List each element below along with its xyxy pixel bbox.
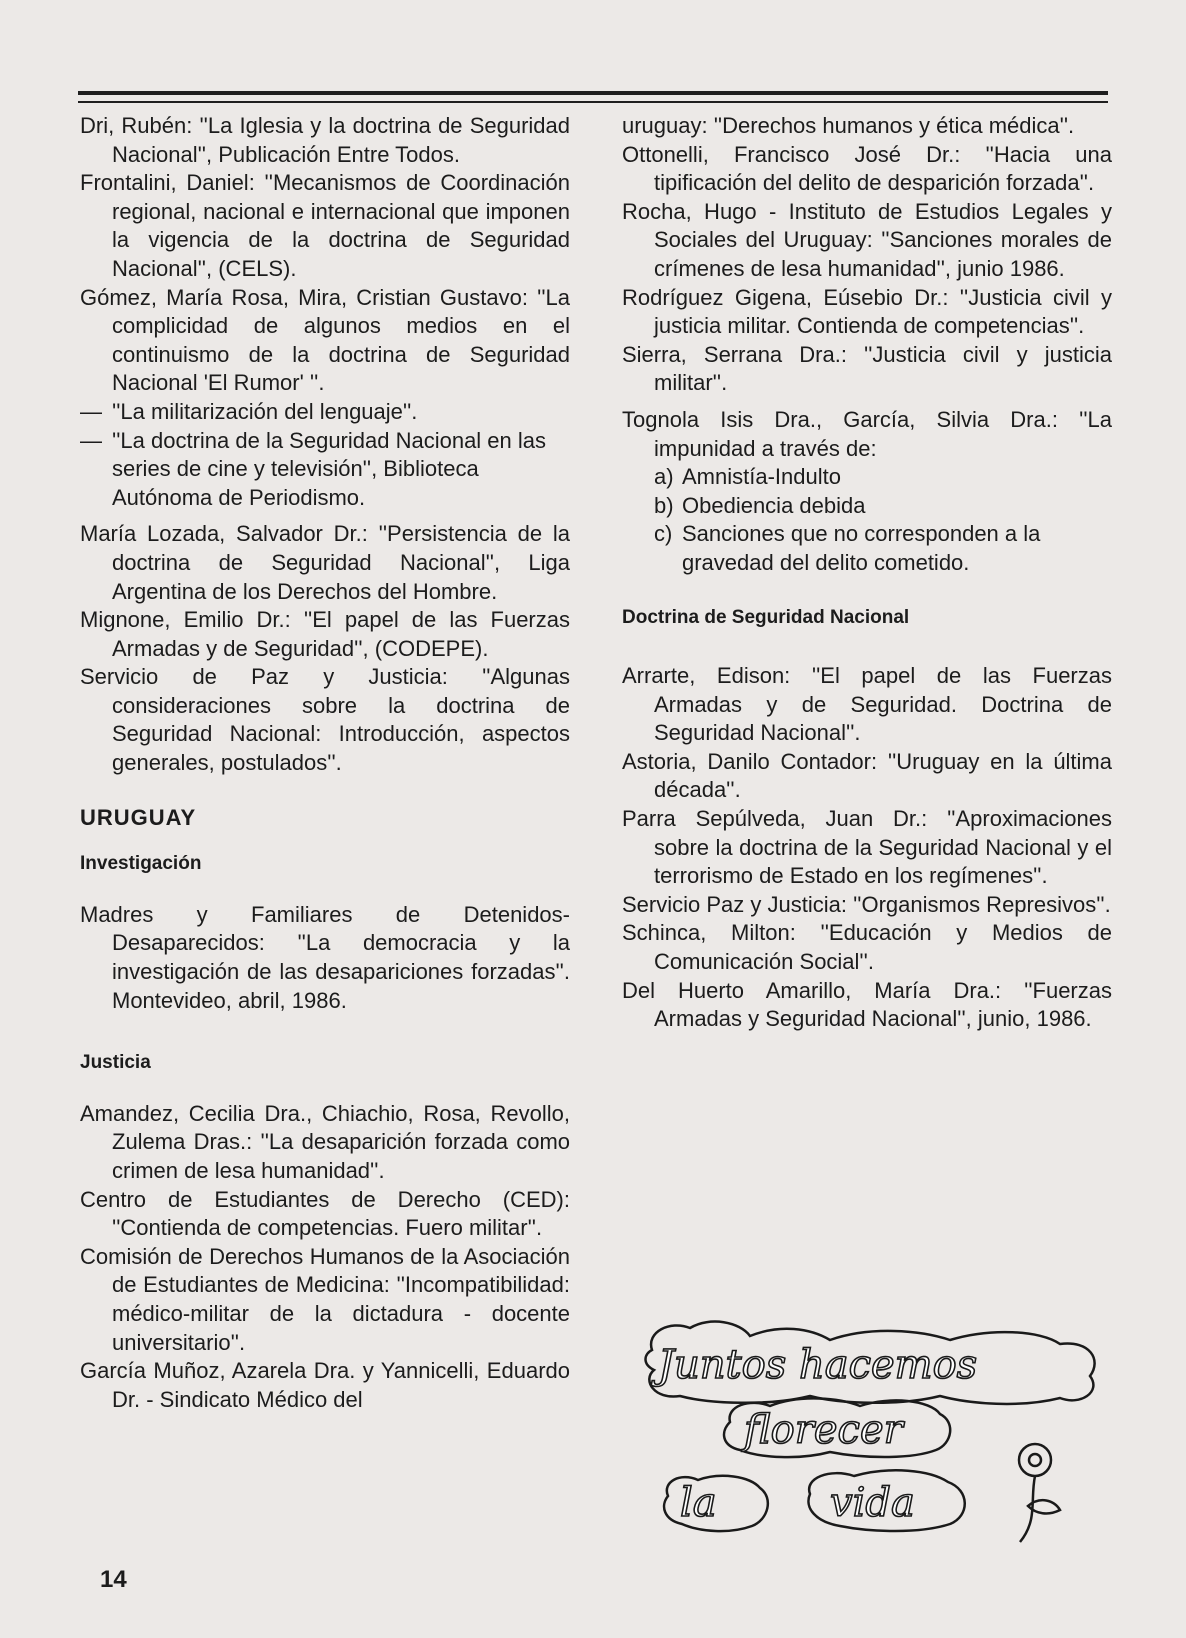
bib-entry: María Lozada, Salvador Dr.: ''Persistencia de la doctrina de Seguridad Nacional'', Liga Argentina de los Derechos del Hombre. bbox=[80, 521, 570, 604]
bib-entry: García Muñoz, Azarela Dra. y Yannicelli, Eduardo Dr. - Sindicato Médico del bbox=[80, 1358, 570, 1412]
bib-entry: Arrarte, Edison: ''El papel de las Fuerzas Armadas y de Seguridad. Doctrina de Seguridad Nacional''. bbox=[622, 663, 1112, 746]
bib-entry: Servicio de Paz y Justicia: ''Algunas consideraciones sobre la doctrina de Seguridad Nacional: Introducción, aspectos generales, postulados''. bbox=[80, 664, 570, 776]
tognola-list bbox=[654, 463, 1112, 577]
bib-entry: Rodríguez Gigena, Eúsebio Dr.: ''Justicia civil y justicia militar. Contienda de competencias''. bbox=[622, 284, 1112, 339]
left-column bbox=[80, 112, 570, 1414]
bib-entry: Dri, Rubén: ''La Iglesia y la doctrina de Seguridad Nacional'', Publicación Entre Todos. bbox=[80, 113, 570, 167]
bib-entry: Amandez, Cecilia Dra., Chiachio, Rosa, Revollo, Zulema Dras.: ''La desaparición forzada como crimen de lesa humanidad''. bbox=[80, 1100, 570, 1183]
bib-entry: Gómez, María Rosa, Mira, Cristian Gustavo: ''La complicidad de algunos medios en el continuismo de la doctrina de Seguridad Nacional 'El Rumor' ''. bbox=[80, 284, 570, 396]
bib-entry: Schinca, Milton: ''Educación y Medios de Comunicación Social''. bbox=[622, 920, 1112, 975]
juntos-florecer-illustration bbox=[640, 1310, 1110, 1560]
section-heading-doctrina: Doctrina de Seguridad Nacional bbox=[622, 606, 910, 628]
bib-entry: Rocha, Hugo - Instituto de Estudios Legales y Sociales del Uruguay: ''Sanciones morales de crímenes de lesa humanidad'', junio 1986. bbox=[622, 198, 1112, 281]
dash-entry: — ''La doctrina de la Seguridad Nacional en las series de cine y televisión'', Biblioteca Autónoma de Periodismo. bbox=[80, 427, 547, 510]
bib-entry: Tognola Isis Dra., García, Silvia Dra.: ''La impunidad a través de: bbox=[622, 406, 1112, 461]
list-item: c) Sanciones que no corresponden a la gravedad del delito cometido. bbox=[654, 521, 1041, 575]
bib-entry: Frontalini, Daniel: ''Mecanismos de Coordinación regional, nacional e internacional que imponen la vigencia de la doctrina de Seguridad Nacional'', (CELS). bbox=[80, 170, 570, 281]
bib-entry: Del Huerto Amarillo, María Dra.: ''Fuerzas Armadas y Seguridad Nacional'', junio, 1986. bbox=[622, 977, 1112, 1032]
illustration-text: florecer bbox=[744, 1407, 903, 1453]
bib-entry: Madres y Familiares de Detenidos-Desaparecidos: ''La democracia y la investigación de las desapariciones forzadas''. Montevideo, abril, 1986. bbox=[80, 901, 570, 1013]
dash-entry: — ''La militarización del lenguaje''. bbox=[80, 398, 418, 424]
list-item: b) Obediencia debida bbox=[654, 492, 866, 518]
right-column bbox=[622, 112, 1112, 1034]
bib-entry: Servicio Paz y Justicia: ''Organismos Represivos''. bbox=[622, 891, 1111, 917]
bib-entry: Astoria, Danilo Contador: ''Uruguay en la última década''. bbox=[622, 748, 1112, 803]
bib-entry: Centro de Estudiantes de Derecho (CED): ''Contienda de competencias. Fuero militar''. bbox=[80, 1186, 570, 1241]
illustration-text: vida bbox=[830, 1480, 915, 1526]
bib-entry: Sierra, Serrana Dra.: ''Justicia civil y justicia militar''. bbox=[622, 341, 1112, 396]
bib-entry: Ottonelli, Francisco José Dr.: ''Hacia una tipificación del delito de desparición forzada''. bbox=[622, 141, 1112, 196]
bib-entry: Mignone, Emilio Dr.: ''El papel de las Fuerzas Armadas y de Seguridad'', (CODEPE). bbox=[80, 607, 570, 661]
section-heading-justicia: Justicia bbox=[80, 1052, 151, 1074]
page-number: 14 bbox=[100, 1566, 127, 1593]
list-item: a) Amnistía-Indulto bbox=[654, 464, 841, 490]
country-heading: URUGUAY bbox=[80, 804, 197, 830]
bib-entry: Comisión de Derechos Humanos de la Asociación de Estudiantes de Medicina: ''Incompatibilidad: médico-militar de la dictadura - docente universitario''. bbox=[80, 1243, 570, 1355]
section-heading-investigacion: Investigación bbox=[80, 853, 202, 875]
top-rule-thick bbox=[78, 91, 1108, 95]
illustration-text: la bbox=[680, 1480, 717, 1526]
bib-entry: uruguay: ''Derechos humanos y ética médica''. bbox=[622, 113, 1075, 138]
flower-icon bbox=[1019, 1444, 1051, 1476]
top-rule-thin bbox=[78, 101, 1108, 103]
illustration-text: Juntos hacemos bbox=[658, 1342, 978, 1388]
bib-entry: Parra Sepúlveda, Juan Dr.: ''Aproximaciones sobre la doctrina de la Seguridad Nacional y el terrorismo de Estado en los regímenes''. bbox=[622, 806, 1112, 889]
